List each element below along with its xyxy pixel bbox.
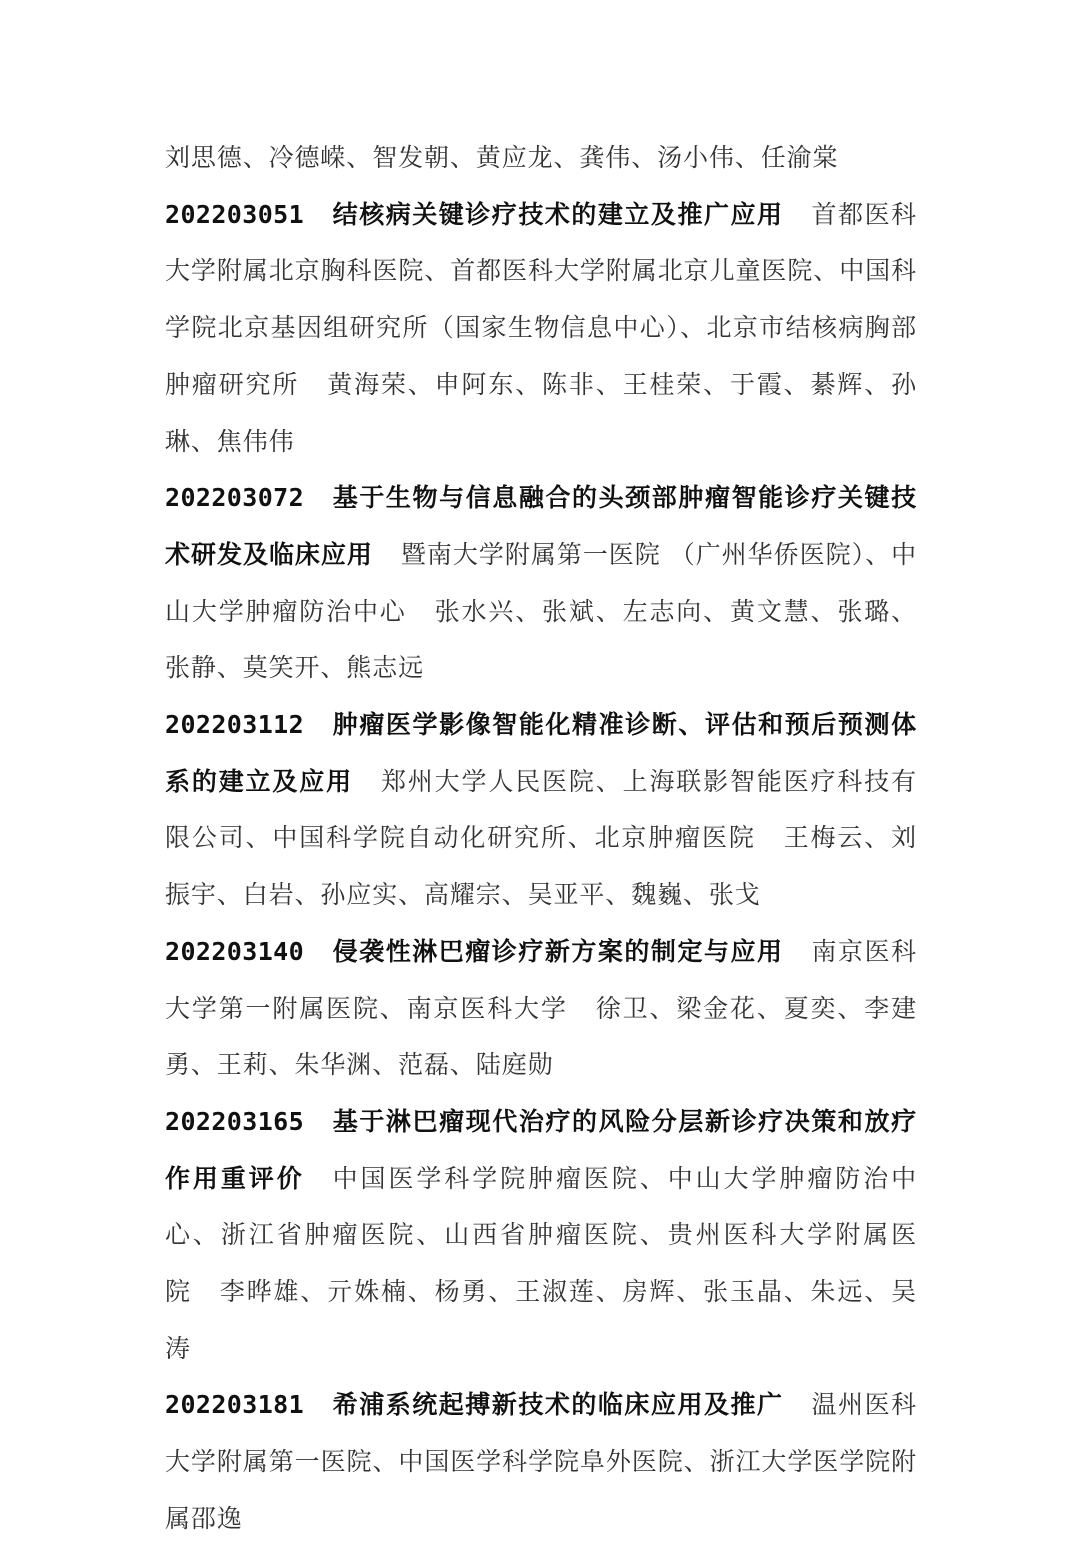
continuation-entry: [165, 130, 917, 187]
entry-orgs: 暨南大学附属第一医院 （广州华侨医院）、中山大学肿瘤防治中心: [165, 539, 917, 626]
award-entry: [165, 470, 917, 697]
award-entry: [165, 187, 917, 471]
entry-orgs: 郑州大学人民医院、上海联影智能医疗科技有限公司、中国科学院自动化研究所、北京肿瘤医院: [165, 766, 917, 853]
entry-title: 肿瘤医学影像智能化精准诊断、评估和预后预测体系的建立及应用: [165, 710, 917, 796]
entry-code: 202203181: [165, 1390, 305, 1420]
entry-people: 李晔雄、亓姝楠、杨勇、王淑莲、房辉、张玉晶、朱远、吴涛: [165, 1277, 917, 1363]
entry-code: 202203072: [165, 483, 305, 513]
award-entry: [165, 697, 917, 924]
entry-title: 基于生物与信息融合的头颈部肿瘤智能诊疗关键技术研发及临床应用: [165, 483, 917, 569]
entry-title: 结核病关键诊疗技术的建立及推广应用: [332, 199, 784, 229]
entry-people: 黄海荣、申阿东、陈非、王桂荣、于霞、綦辉、孙琳、焦伟伟: [165, 369, 917, 456]
entry-title: 基于淋巴瘤现代治疗的风险分层新诊疗决策和放疗作用重评价: [165, 1106, 917, 1193]
entry-orgs: 南京医科大学第一附属医院、南京医科大学: [165, 936, 917, 1023]
entry-code: 202203140: [165, 936, 305, 966]
document-page: [165, 130, 917, 1548]
entry-title: 侵袭性淋巴瘤诊疗新方案的制定与应用: [332, 936, 784, 966]
award-entry: [165, 924, 917, 1094]
entry-title: 希浦系统起搏新技术的临床应用及推广: [332, 1390, 784, 1420]
award-entry: [165, 1094, 917, 1378]
entry-code: 202203112: [165, 710, 305, 740]
entry-people: 刘思德、冷德嵘、智发朝、黄应龙、龚伟、汤小伟、任渝棠: [165, 143, 839, 172]
entry-orgs: 温州医科大学附属第一医院、中国医学科学院阜外医院、浙江大学医学院附属邵逸: [165, 1390, 917, 1533]
entry-people: 徐卫、梁金花、夏奕、李建勇、王莉、朱华渊、范磊、陆庭勋: [165, 993, 917, 1080]
award-entry: [165, 1377, 917, 1547]
entry-orgs: 中国医学科学院肿瘤医院、中山大学肿瘤防治中心、浙江省肿瘤医院、山西省肿瘤医院、贵州医科大学附属医院: [165, 1163, 917, 1307]
entry-code: 202203051: [165, 199, 305, 229]
entry-people: 王梅云、刘振宇、白岩、孙应实、高耀宗、吴亚平、魏巍、张戈: [165, 823, 917, 910]
entry-code: 202203165: [165, 1106, 305, 1136]
entry-people: 张水兴、张斌、左志向、黄文慧、张璐、张静、莫笑开、熊志远: [165, 596, 917, 683]
entry-orgs: 首都医科大学附属北京胸科医院、首都医科大学附属北京儿童医院、中国科学院北京基因组研究所（国家生物信息中心）、北京市结核病胸部肿瘤研究所: [165, 199, 917, 399]
